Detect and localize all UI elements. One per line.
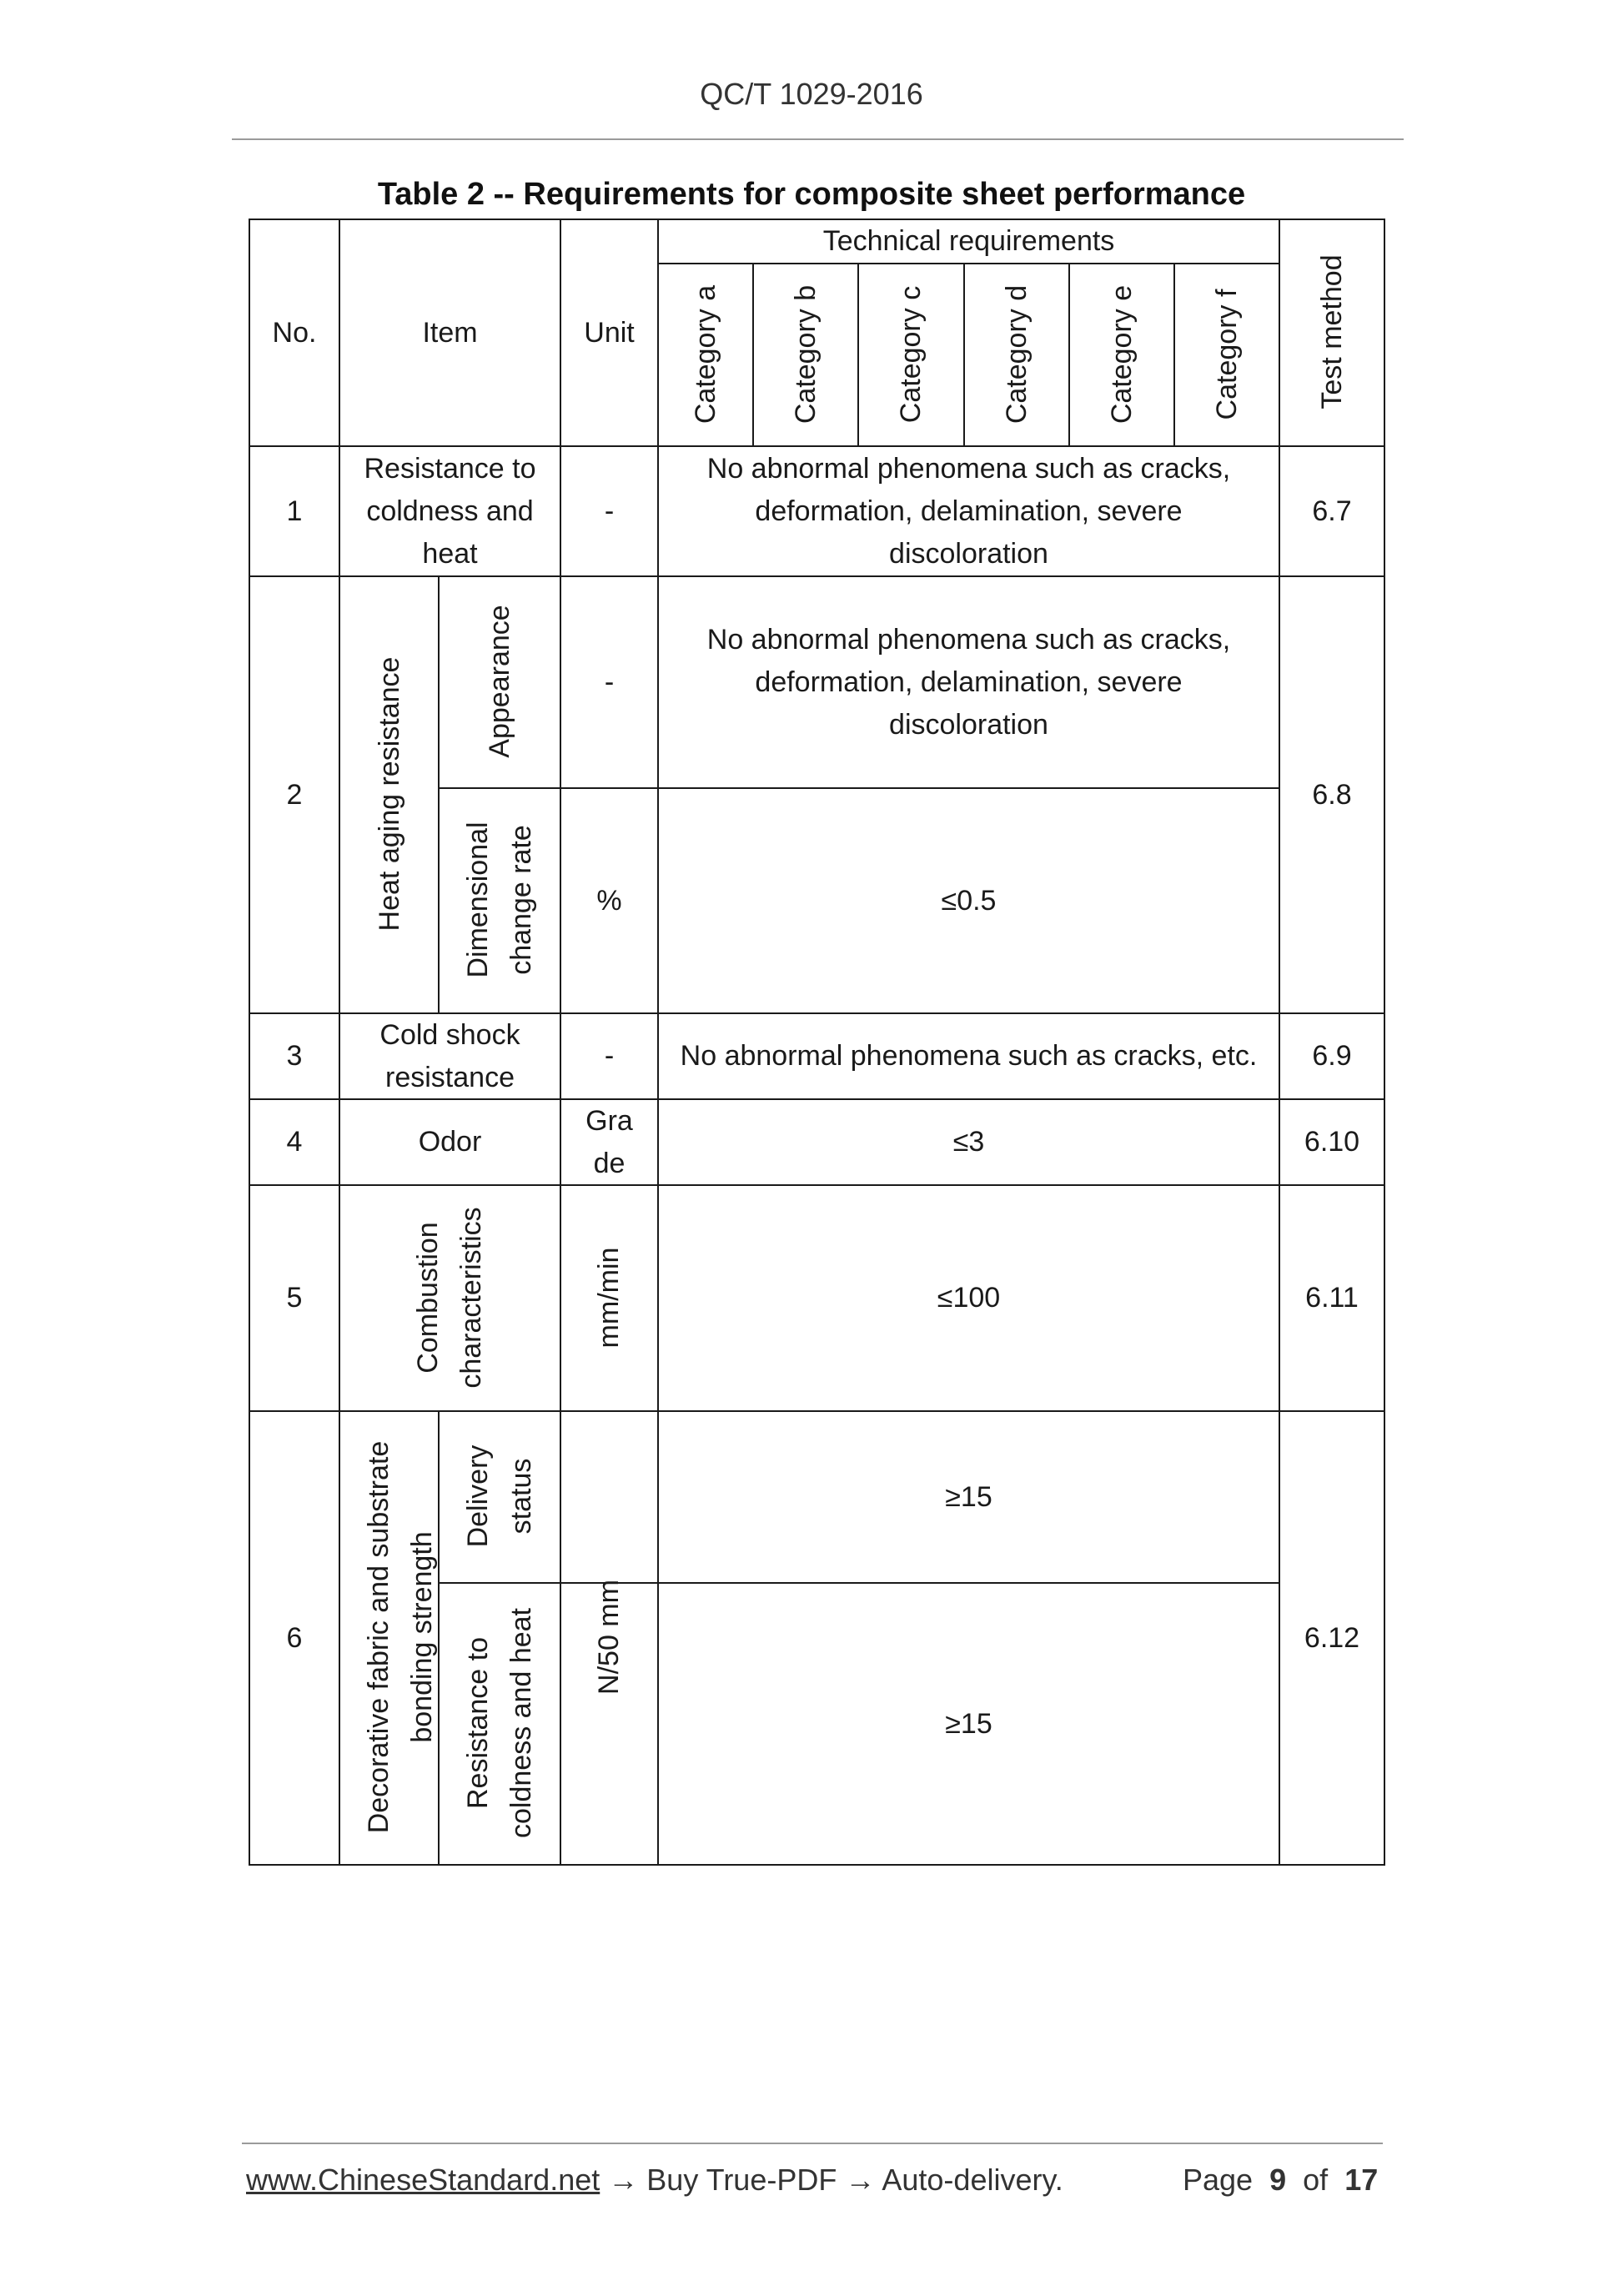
row6-unit: N/50 mm	[593, 1580, 625, 1695]
row3-requirement: No abnormal phenomena such as cracks, etc.	[680, 1040, 1258, 1072]
row4-test-method: 6.10	[1304, 1126, 1360, 1158]
table-rule	[857, 263, 859, 445]
row5-requirement: ≤100	[937, 1282, 1001, 1314]
row6-item: Decorative fabric and substrate bonding strength	[363, 1440, 438, 1834]
col-header-category-a: Category a	[690, 284, 721, 425]
row3-item: Cold shock resistance	[379, 1018, 520, 1093]
table-caption: Table 2 -- Requirements for composite sheet performance	[377, 177, 1246, 212]
table-rule	[438, 575, 440, 1012]
row2-sub1-unit: -	[604, 666, 615, 698]
row3-unit: -	[604, 1040, 615, 1072]
col-header-category-c: Category c	[895, 285, 927, 424]
row4-item: Odor	[418, 1126, 482, 1158]
table-rule	[1384, 219, 1385, 1866]
row5-no: 5	[286, 1282, 303, 1314]
row4-unit: Grade	[585, 1104, 633, 1179]
footer-left	[246, 2163, 1063, 2198]
row1-unit: -	[604, 495, 615, 527]
col-header-item: Item	[422, 316, 478, 349]
row6-sub1-item: Delivery status	[462, 1444, 537, 1548]
buy-text: Buy True-PDF	[646, 2163, 837, 2197]
row2-sub1-requirement: No abnormal phenomena such as cracks, deformation, delamination, severe discoloration	[706, 623, 1231, 741]
col-header-unit: Unit	[584, 316, 635, 349]
page-label: Page	[1183, 2163, 1254, 2197]
table-rule	[1068, 263, 1070, 445]
row1-requirement: No abnormal phenomena such as cracks, deformation, delamination, severe discoloration	[706, 452, 1231, 570]
row1-no: 1	[286, 495, 303, 527]
arrow-icon: →	[608, 2163, 639, 2197]
row3-no: 3	[286, 1040, 303, 1072]
row2-item: Heat aging resistance	[374, 656, 405, 932]
col-header-technical-requirements: Technical requirements	[822, 225, 1115, 257]
row6-sub2-requirement: ≥15	[945, 1707, 992, 1740]
table-rule	[249, 1864, 1385, 1866]
col-header-category-d: Category d	[1001, 284, 1033, 425]
page-total: 17	[1344, 2163, 1379, 2197]
row6-sub2-item: Resistance to coldness and heat	[462, 1608, 537, 1838]
row5-item: Combustion characteristics	[412, 1207, 487, 1389]
table-rule	[657, 263, 1279, 264]
arrow-icon: →	[845, 2163, 876, 2197]
row2-no: 2	[286, 778, 303, 811]
row4-no: 4	[286, 1126, 303, 1158]
row6-sub1-requirement: ≥15	[945, 1480, 992, 1513]
col-header-category-f: Category f	[1211, 289, 1243, 420]
row2-test-method: 6.8	[1312, 778, 1352, 811]
row5-unit: mm/min	[593, 1247, 625, 1349]
row6-no: 6	[286, 1621, 303, 1654]
row2-sub2-requirement: ≤0.5	[941, 884, 997, 917]
row2-sub1-item: Appearance	[484, 605, 515, 758]
table-rule	[1173, 263, 1175, 445]
row1-item: Resistance to coldness and heat	[364, 452, 536, 570]
col-header-no: No.	[272, 316, 317, 349]
col-header-category-e: Category e	[1106, 284, 1138, 425]
row5-test-method: 6.11	[1305, 1282, 1359, 1314]
row4-requirement: ≤3	[952, 1126, 985, 1158]
page-number: 9	[1269, 2163, 1287, 2197]
col-header-test-method: Test method	[1316, 254, 1348, 409]
of-label: of	[1303, 2163, 1329, 2197]
table-rule	[963, 263, 965, 445]
row3-test-method: 6.9	[1312, 1040, 1352, 1072]
col-header-category-b: Category b	[790, 284, 822, 425]
page-indicator	[1183, 2163, 1378, 2198]
row2-sub2-item: Dimensional change rate	[462, 821, 537, 978]
delivery-text: Auto-delivery.	[882, 2163, 1063, 2197]
footer-divider	[242, 2143, 1383, 2144]
table-rule	[752, 263, 754, 445]
row2-sub2-unit: %	[596, 884, 622, 917]
row1-test-method: 6.7	[1312, 495, 1352, 527]
row6-test-method: 6.12	[1304, 1621, 1360, 1654]
site-link[interactable]: www.ChineseStandard.net	[246, 2163, 600, 2197]
document-id-header: QC/T 1029-2016	[700, 77, 923, 111]
